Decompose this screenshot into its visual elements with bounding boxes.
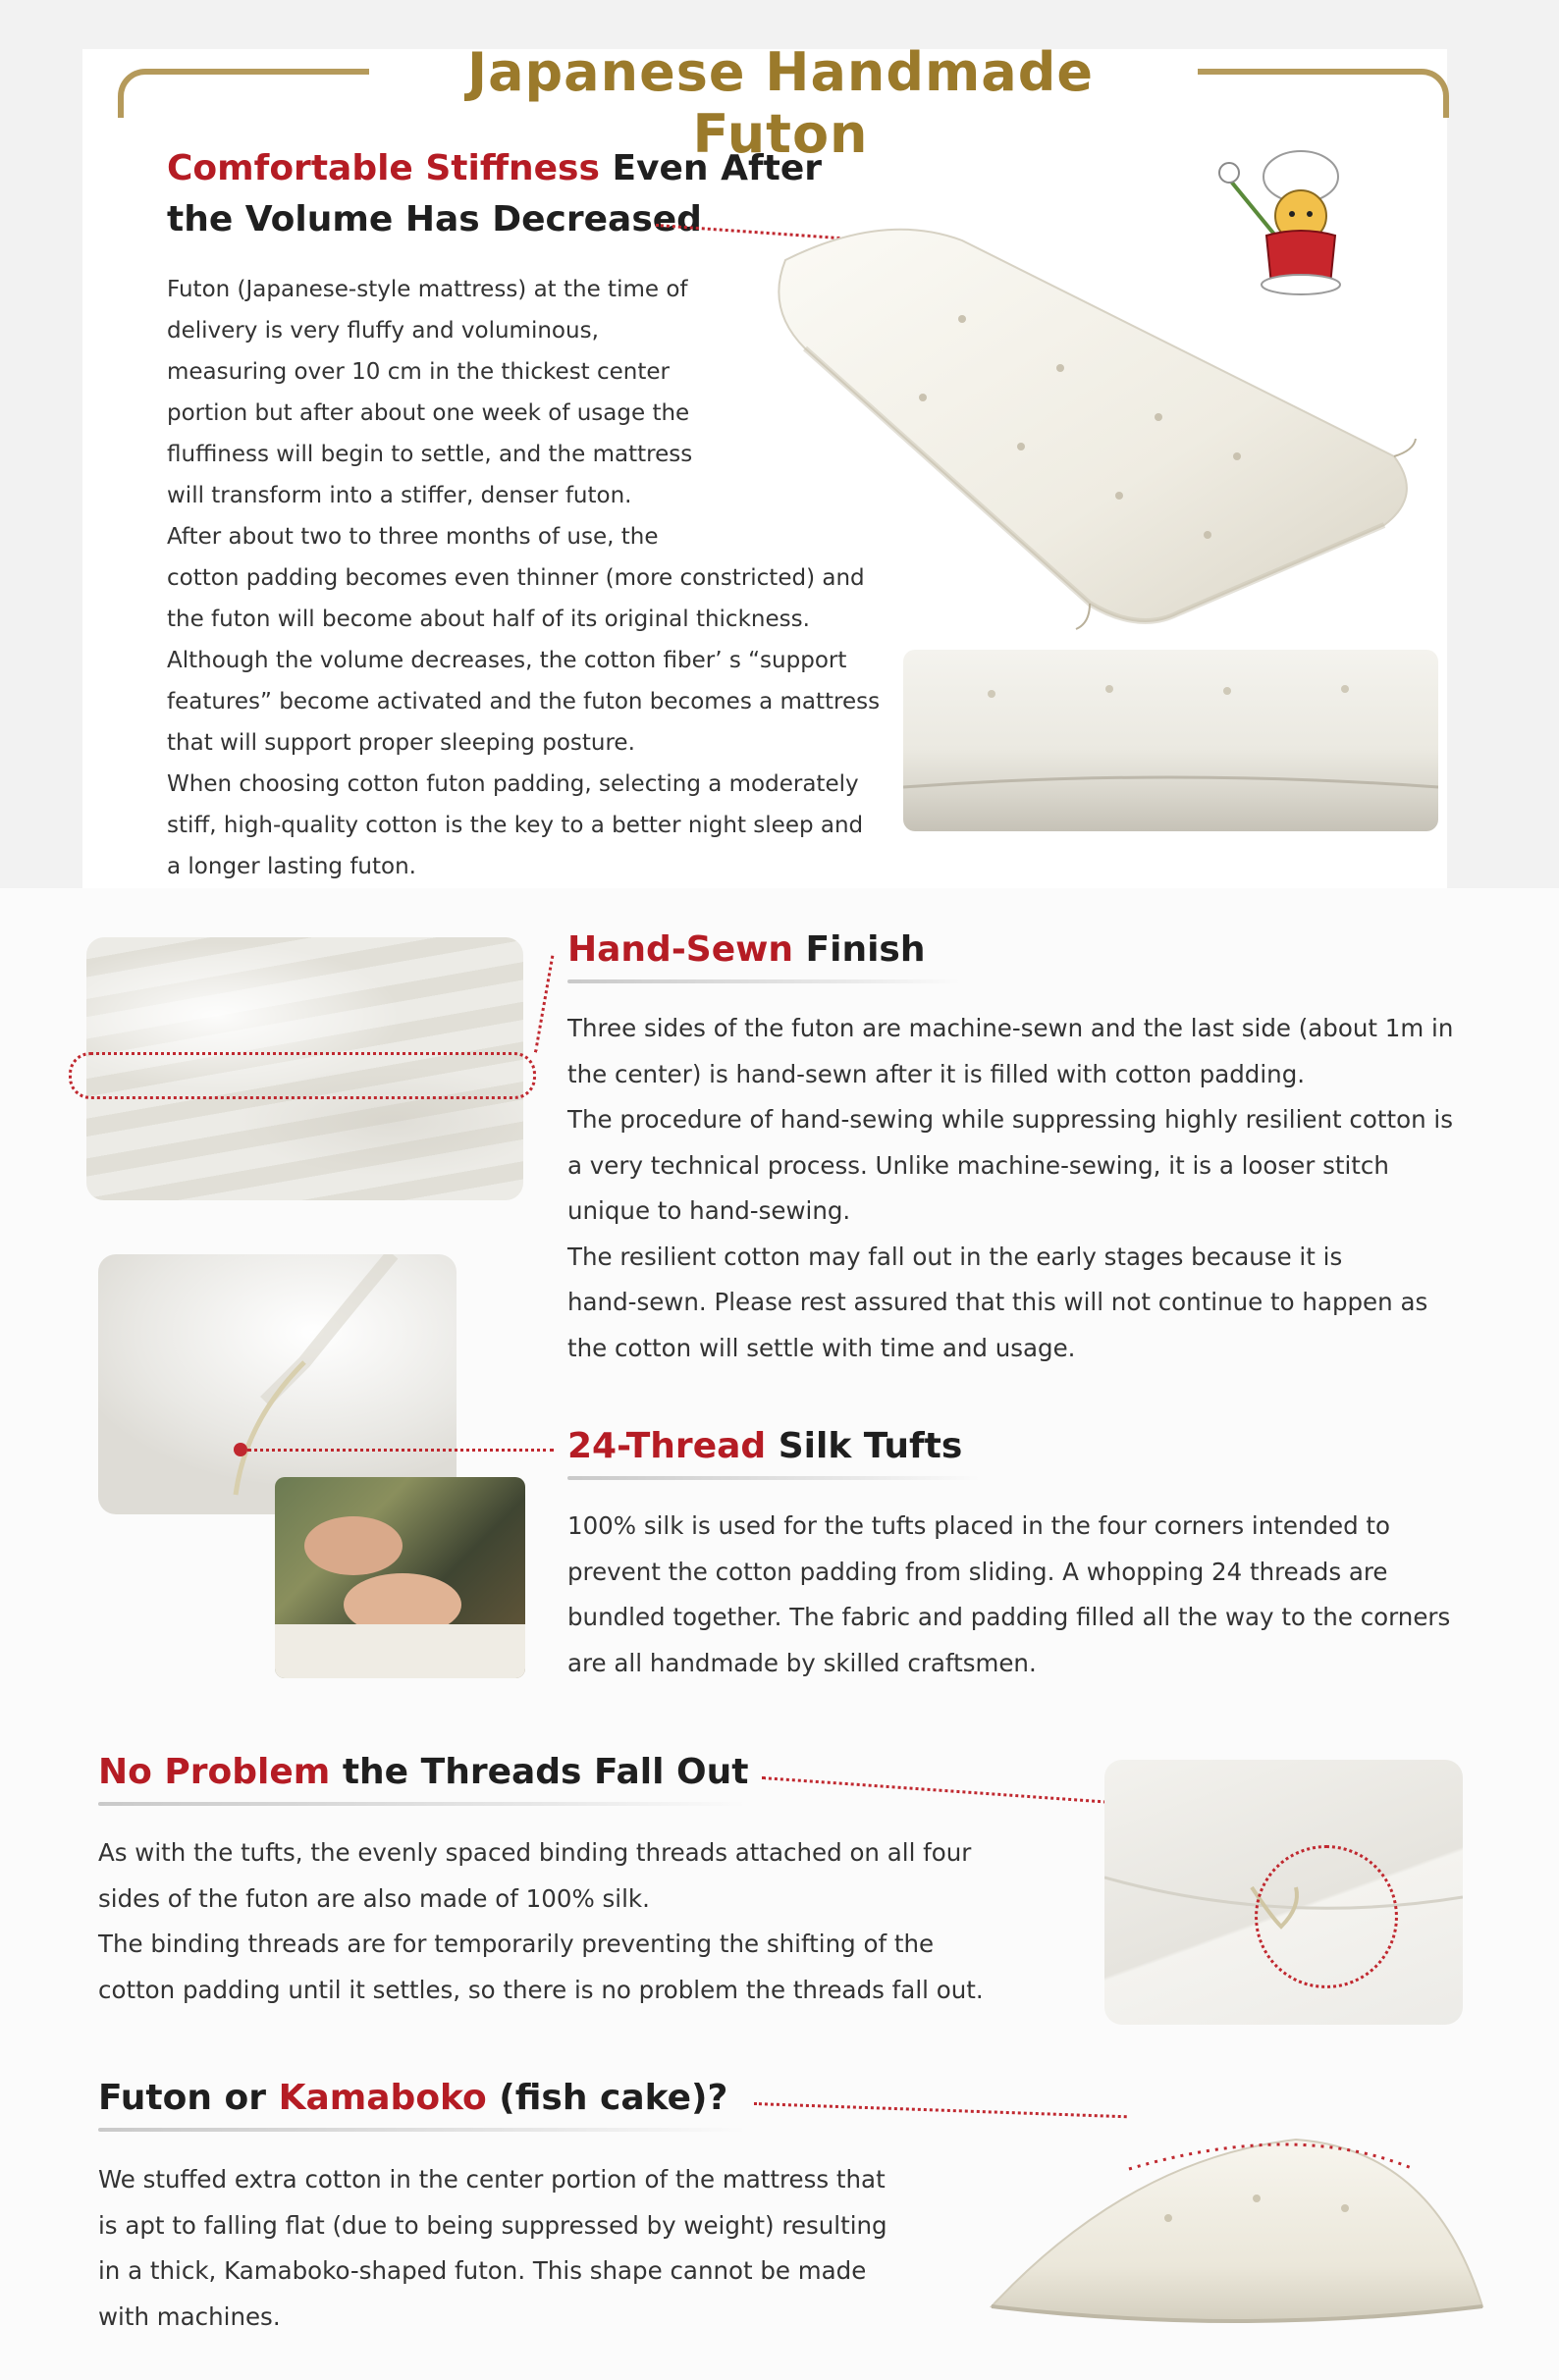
kamaboko-line: in a thick, Kamaboko-shaped futon. This shape cannot be made [98, 2256, 867, 2285]
silk-tufts-heading-rest: Silk Tufts [766, 1426, 963, 1466]
hand-sewn-line: the cotton will settle with time and usage. [567, 1333, 1076, 1362]
stiffness-line: features” become activated and the futon becomes a mattress [167, 689, 881, 714]
stiffness-line: stiff, high-quality cotton is the key to a better night sleep and [167, 813, 864, 838]
silk-tuft-photo [98, 1254, 457, 1514]
silk-tufts-description [567, 1504, 1525, 1686]
hand-sewn-description [567, 1006, 1525, 1371]
stiffness-line: a longer lasting futon. [167, 854, 416, 879]
silk-tufts-heading-red: 24-Thread [567, 1426, 767, 1466]
stiffness-line: After about two to three months of use, the [167, 524, 659, 550]
threads-heading-red: No Problem [98, 1752, 331, 1792]
hand-sewn-line: hand-sewn. Please rest assured that this will not continue to happen as [567, 1288, 1428, 1316]
silk-tufts-pointer-line [247, 1449, 554, 1452]
hand-sewn-heading-red: Hand-Sewn [567, 929, 793, 970]
threads-heading [98, 1747, 748, 1798]
threads-description [98, 1830, 1080, 2013]
cotton-flower-mascot-icon [1208, 137, 1365, 304]
hand-sewn-line: unique to hand-sewing. [567, 1196, 851, 1225]
hand-sewn-line: Three sides of the futon are machine-sewn and the last side (about 1m in [567, 1014, 1454, 1042]
stiffness-heading-line1 [167, 143, 822, 194]
hand-sewn-line: a very technical process. Unlike machine-sewing, it is a looser stitch [567, 1150, 1389, 1180]
stiffness-line: the futon will become about half of its original thickness. [167, 607, 810, 632]
threads-line: The binding threads are for temporarily preventing the shifting of the [98, 1930, 935, 1958]
silk-tufts-line: are all handmade by skilled craftsmen. [567, 1648, 1037, 1677]
kamaboko-heading-pre: Futon or [98, 2078, 279, 2118]
silk-tufts-line: prevent the cotton padding from sliding. A whopping 24 threads are [567, 1557, 1388, 1586]
thread-highlight-circle [1255, 1845, 1398, 1988]
threads-heading-rest: the Threads Fall Out [330, 1752, 749, 1792]
threads-line: As with the tufts, the evenly spaced binding threads attached on all four [98, 1838, 972, 1867]
kamaboko-heading-rest: (fish cake)? [486, 2078, 728, 2118]
hand-sewn-line: The resilient cotton may fall out in the early stages because it is [567, 1242, 1343, 1271]
stiffness-line: Futon (Japanese-style mattress) at the time of [167, 277, 688, 302]
stiffness-line: Although the volume decreases, the cotton fiber’ s “support [167, 648, 847, 673]
stiffness-line: that will support proper sleeping posture. [167, 730, 635, 756]
threads-heading-rule [98, 1802, 746, 1806]
kamaboko-line: is apt to falling flat (due to being suppressed by weight) resulting [98, 2210, 887, 2240]
kamaboko-description [98, 2157, 962, 2340]
stiffness-heading-red: Comfortable Stiffness [167, 148, 600, 188]
stiffness-line: cotton padding becomes even thinner (more constricted) and [167, 565, 865, 591]
hand-sewn-heading-rest: Finish [793, 929, 926, 970]
stiffness-heading-line2: the Volume Has Decreased [167, 199, 702, 239]
seam-highlight-oval [69, 1052, 536, 1099]
stiffness-line: delivery is very fluffy and voluminous, [167, 318, 599, 344]
stiffness-line: fluffiness will begin to settle, and the mattress [167, 442, 693, 467]
stiffness-heading-rest: Even After [599, 148, 822, 188]
tuft-marker-dot [234, 1443, 247, 1456]
kamaboko-futon-image [972, 2100, 1502, 2355]
kamaboko-heading-rule [98, 2128, 746, 2132]
page-title: Japanese Handmade Futon [467, 41, 1094, 165]
hand-sewn-line: The procedure of hand-sewing while suppressing highly resilient cotton is [567, 1105, 1453, 1134]
hand-sewn-heading [567, 925, 926, 976]
kamaboko-line: with machines. [98, 2301, 281, 2331]
title-frame-right [1198, 69, 1449, 118]
hand-sewn-heading-rule [567, 979, 960, 983]
hand-sewn-line: the center) is hand-sewn after it is filled with cotton padding. [567, 1059, 1306, 1088]
silk-tufts-line: 100% silk is used for the tufts placed in the four corners intended to [567, 1511, 1391, 1540]
title-frame-left [118, 69, 369, 118]
stiffness-line: will transform into a stiffer, denser futon. [167, 483, 632, 508]
threads-line: sides of the futon are also made of 100% silk. [98, 1883, 650, 1913]
futon-side-photo [903, 650, 1438, 831]
silk-tufts-heading [567, 1421, 962, 1472]
kamaboko-heading-red: Kamaboko [278, 2078, 487, 2118]
stiffness-line: When choosing cotton futon padding, selecting a moderately [167, 771, 859, 797]
kamaboko-heading [98, 2073, 727, 2124]
craftsman-hands-photo [275, 1477, 525, 1678]
silk-tufts-line: bundled together. The fabric and padding filled all the way to the corners [567, 1603, 1451, 1631]
stiffness-line: portion but after about one week of usage the [167, 400, 690, 426]
stiffness-line: measuring over 10 cm in the thickest center [167, 359, 671, 385]
threads-line: cotton padding until it settles, so there is no problem the threads fall out. [98, 1975, 984, 2004]
kamaboko-line: We stuffed extra cotton in the center portion of the mattress that [98, 2165, 886, 2194]
silk-tufts-heading-rule [567, 1476, 980, 1480]
